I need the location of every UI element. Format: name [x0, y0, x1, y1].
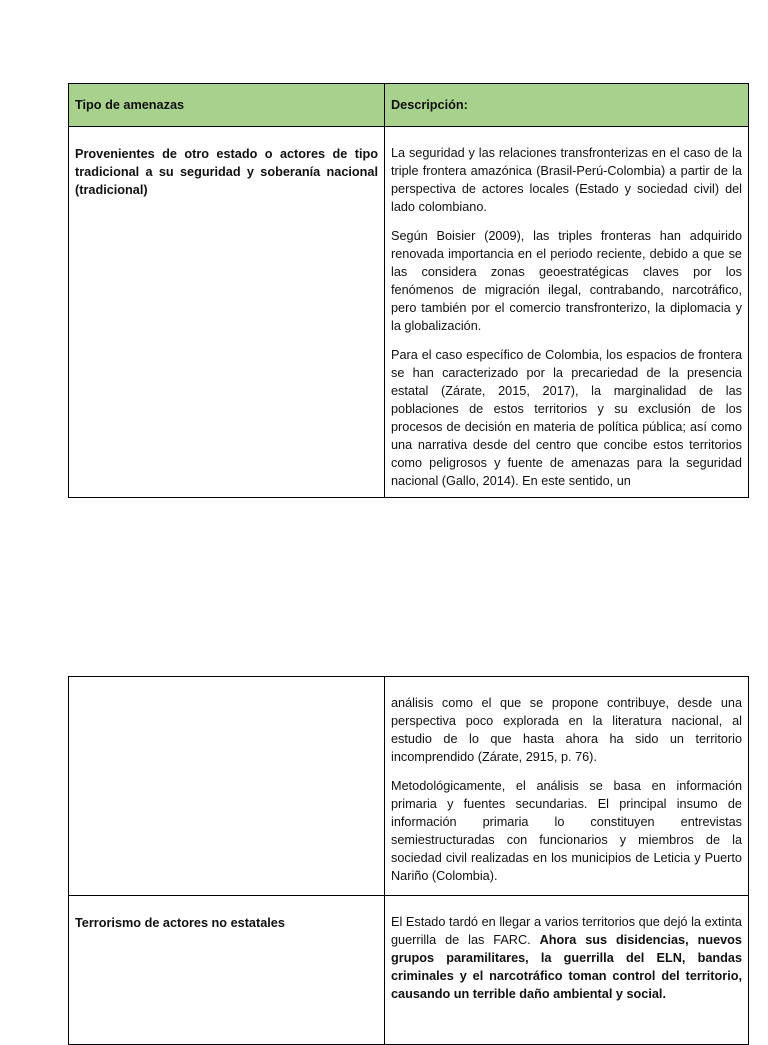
description-paragraph: Para el caso específico de Colombia, los espacios de frontera se han caracterizado por la precariedad de la presencia estatal (Zárate, 2015, 2017), la marginalidad de las poblaciones de estos territorios y su exclusión de los procesos de decisión en materia de política pública; así como una narrativa desde del centro que concibe estos territorios como peligrosos y fuente de amenazas para la seguridad nacional (Gallo, 2014). En este sentido, un [391, 348, 742, 488]
threats-table-page-1 [68, 83, 749, 498]
threats-table-page-2 [68, 676, 749, 1045]
table-row-continuation [69, 677, 749, 896]
description-clip [391, 144, 742, 488]
threat-description-terrorismo [385, 896, 749, 1045]
table-row-terrorismo [69, 896, 749, 1045]
table-header-row [69, 84, 749, 127]
threat-description-continuation [385, 677, 749, 896]
description-paragraph: Metodológicamente, el análisis se basa en información primaria y fuentes secundarias. El principal insumo de información primaria lo constituyen entrevistas semiestructuradas con funcionarios y miembros de la sociedad civil realizadas en los municipios de Leticia y Puerto Nariño (Colombia). [391, 779, 742, 883]
description-paragraph: Según Boisier (2009), las triples fronteras han adquirido renovada importancia en el periodo reciente, debido a que se las considera zonas geoestratégicas claves por los fenómenos de migración ilegal, contrabando, narcotráfico, pero también por el comercio transfronterizo, la diplomacia y la globalización. [391, 229, 742, 333]
threat-description-tradicional [385, 127, 749, 498]
header-descripcion: Descripción: [385, 84, 749, 127]
table-row-tradicional [69, 127, 749, 498]
threat-type-terrorismo: Terrorismo de actores no estatales [69, 896, 385, 1045]
description-paragraph: La seguridad y las relaciones transfronterizas en el caso de la triple frontera amazónica (Brasil-Perú-Colombia) a partir de la perspectiva de actores locales (Estado y sociedad civil) del lado colombiano. [391, 146, 742, 214]
description-paragraph: análisis como el que se propone contribuye, desde una perspectiva poco explorada en la literatura nacional, al estudio de lo que hasta ahora ha sido un territorio incomprendido (Zárate, 2915, p. 76). [391, 696, 742, 764]
threat-type-tradicional: Provenientes de otro estado o actores de tipo tradicional a su seguridad y soberanía nacional (tradicional) [69, 127, 385, 498]
threat-type-empty [69, 677, 385, 896]
header-tipo-de-amenazas: Tipo de amenazas [69, 84, 385, 127]
description-text: El Estado tardó en llegar a varios territorios que dejó la extinta guerrilla de las FARC. [391, 915, 742, 947]
description-bold-text: Ahora sus disidencias, nuevos grupos paramilitares, la guerrilla del ELN, bandas criminales y el narcotráfico toman control del territorio, causando un terrible daño ambiental y social. [391, 933, 742, 1001]
description-paragraph [391, 913, 742, 1003]
